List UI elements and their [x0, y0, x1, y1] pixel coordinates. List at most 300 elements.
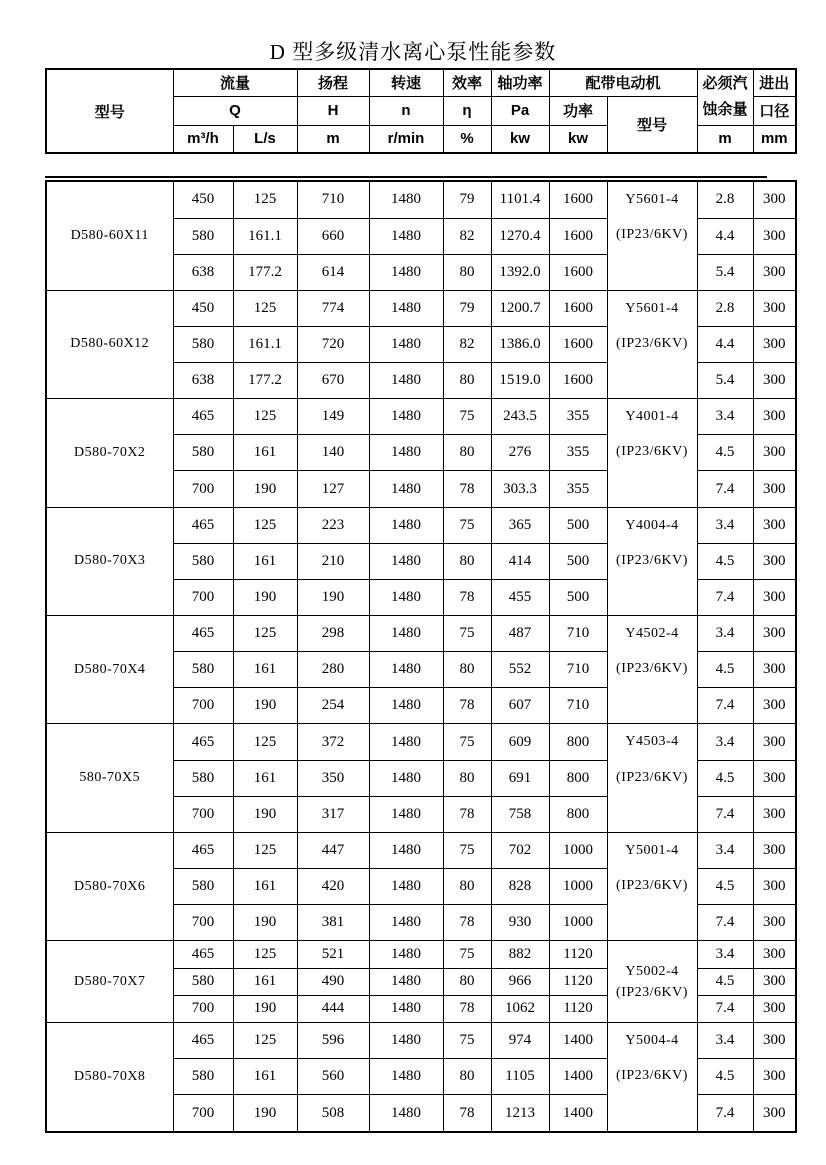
shaft-power-cell: 1270.4	[491, 218, 549, 254]
flow-ls-cell: 161	[233, 543, 297, 579]
efficiency-cell: 80	[443, 435, 491, 471]
npsh-cell: 2.8	[697, 290, 753, 326]
npsh-cell: 7.4	[697, 1095, 753, 1132]
port-cell: 300	[753, 724, 796, 760]
motor-power-cell: 1600	[549, 218, 607, 254]
port-cell: 300	[753, 471, 796, 507]
pump-data-row	[46, 832, 796, 868]
speed-cell: 1480	[369, 832, 443, 868]
motor-power-cell: 355	[549, 399, 607, 435]
pump-data-row	[46, 290, 796, 326]
flow-ls-cell: 161	[233, 968, 297, 995]
port-cell: 300	[753, 181, 796, 218]
col-header-port-line1: 进出	[753, 69, 796, 96]
motor-model-cell	[607, 724, 697, 832]
flow-ls-cell: 161	[233, 1059, 297, 1095]
motor-model-cell	[607, 832, 697, 940]
efficiency-cell: 80	[443, 652, 491, 688]
page-title: D 型多级清水离心泵性能参数	[269, 40, 557, 64]
motor-power-cell: 800	[549, 796, 607, 832]
head-cell: 614	[297, 254, 369, 290]
motor-model-cell	[607, 181, 697, 290]
motor-power-cell: 1400	[549, 1023, 607, 1059]
flow-m3h-cell: 638	[173, 362, 233, 398]
pump-performance-table	[45, 180, 797, 1133]
flow-m3h-cell: 700	[173, 995, 233, 1022]
efficiency-cell: 80	[443, 362, 491, 398]
efficiency-cell: 80	[443, 869, 491, 905]
npsh-cell: 4.4	[697, 218, 753, 254]
motor-model-line2: (IP23/6KV)	[616, 227, 688, 243]
col-header-flow-symbol: Q	[173, 96, 297, 125]
port-cell: 300	[753, 760, 796, 796]
flow-m3h-cell: 465	[173, 507, 233, 543]
speed-cell: 1480	[369, 399, 443, 435]
flow-ls-cell: 190	[233, 995, 297, 1022]
speed-cell: 1480	[369, 616, 443, 652]
motor-power-cell: 1400	[549, 1095, 607, 1132]
speed-cell: 1480	[369, 1059, 443, 1095]
port-cell: 300	[753, 290, 796, 326]
flow-ls-cell: 125	[233, 832, 297, 868]
port-cell: 300	[753, 579, 796, 615]
motor-power-cell: 355	[549, 471, 607, 507]
flow-m3h-cell: 700	[173, 579, 233, 615]
speed-cell: 1480	[369, 796, 443, 832]
speed-cell: 1480	[369, 579, 443, 615]
head-cell: 280	[297, 652, 369, 688]
motor-power-cell: 500	[549, 579, 607, 615]
npsh-cell: 7.4	[697, 471, 753, 507]
head-cell: 190	[297, 579, 369, 615]
pump-data-row	[46, 724, 796, 760]
shaft-power-cell: 487	[491, 616, 549, 652]
npsh-cell: 4.5	[697, 652, 753, 688]
motor-power-cell: 710	[549, 616, 607, 652]
motor-power-cell: 1120	[549, 968, 607, 995]
motor-power-cell: 1400	[549, 1059, 607, 1095]
efficiency-cell: 78	[443, 579, 491, 615]
speed-cell: 1480	[369, 507, 443, 543]
npsh-cell: 4.5	[697, 869, 753, 905]
flow-ls-cell: 125	[233, 616, 297, 652]
flow-m3h-cell: 580	[173, 326, 233, 362]
shaft-power-cell: 1392.0	[491, 254, 549, 290]
npsh-cell: 4.5	[697, 760, 753, 796]
npsh-cell: 4.5	[697, 543, 753, 579]
efficiency-cell: 75	[443, 399, 491, 435]
flow-m3h-cell: 638	[173, 254, 233, 290]
unit-motor-power: kw	[549, 125, 607, 153]
motor-model-cell	[607, 941, 697, 1023]
port-cell: 300	[753, 1023, 796, 1059]
speed-cell: 1480	[369, 435, 443, 471]
flow-ls-cell: 161	[233, 760, 297, 796]
npsh-cell: 3.4	[697, 941, 753, 968]
flow-ls-cell: 161	[233, 652, 297, 688]
flow-m3h-cell: 700	[173, 688, 233, 724]
flow-m3h-cell: 700	[173, 905, 233, 941]
npsh-cell: 3.4	[697, 616, 753, 652]
unit-speed: r/min	[369, 125, 443, 153]
head-cell: 670	[297, 362, 369, 398]
pump-model-cell: D580-70X3	[46, 507, 173, 615]
efficiency-cell: 75	[443, 616, 491, 652]
speed-cell: 1480	[369, 869, 443, 905]
head-cell: 720	[297, 326, 369, 362]
motor-model-line2: (IP23/6KV)	[616, 1068, 688, 1084]
efficiency-cell: 75	[443, 1023, 491, 1059]
shaft-power-cell: 930	[491, 905, 549, 941]
col-header-model: 型号	[46, 69, 173, 153]
motor-model-line1: Y5601-4	[625, 192, 679, 207]
unit-flow-m3h: m³/h	[173, 125, 233, 153]
shaft-power-cell: 609	[491, 724, 549, 760]
head-cell: 140	[297, 435, 369, 471]
head-cell: 298	[297, 616, 369, 652]
npsh-cell: 5.4	[697, 362, 753, 398]
motor-power-cell: 500	[549, 543, 607, 579]
flow-m3h-cell: 700	[173, 471, 233, 507]
npsh-cell: 4.5	[697, 435, 753, 471]
motor-power-cell: 1000	[549, 832, 607, 868]
pump-model-cell: D580-70X7	[46, 941, 173, 1023]
unit-shaft-power: kw	[491, 125, 549, 153]
flow-ls-cell: 125	[233, 507, 297, 543]
npsh-cell: 7.4	[697, 796, 753, 832]
flow-ls-cell: 177.2	[233, 254, 297, 290]
shaft-power-cell: 365	[491, 507, 549, 543]
motor-model-line1: Y4503-4	[625, 734, 679, 750]
shaft-power-cell: 691	[491, 760, 549, 796]
npsh-cell: 3.4	[697, 507, 753, 543]
motor-model-line1: Y4502-4	[625, 626, 679, 642]
pump-data-row	[46, 616, 796, 652]
col-header-npsh-line1: 必须汽	[702, 75, 748, 93]
speed-cell: 1480	[369, 254, 443, 290]
flow-ls-cell: 125	[233, 399, 297, 435]
speed-cell: 1480	[369, 760, 443, 796]
flow-ls-cell: 161	[233, 435, 297, 471]
shaft-power-cell: 1386.0	[491, 326, 549, 362]
shaft-power-cell: 243.5	[491, 399, 549, 435]
head-cell: 223	[297, 507, 369, 543]
motor-model-line1: Y4001-4	[625, 409, 679, 425]
motor-model-line2: (IP23/6KV)	[616, 552, 688, 568]
motor-model-cell	[607, 399, 697, 507]
speed-cell: 1480	[369, 995, 443, 1022]
speed-cell: 1480	[369, 688, 443, 724]
motor-power-cell: 1120	[549, 941, 607, 968]
flow-m3h-cell: 465	[173, 941, 233, 968]
motor-power-cell: 800	[549, 760, 607, 796]
shaft-power-cell: 303.3	[491, 471, 549, 507]
table-top-rule	[45, 176, 767, 178]
speed-cell: 1480	[369, 181, 443, 218]
port-cell: 300	[753, 905, 796, 941]
motor-power-cell: 1600	[549, 362, 607, 398]
col-header-efficiency-symbol: η	[443, 96, 491, 125]
flow-m3h-cell: 580	[173, 543, 233, 579]
pump-model-cell: D580-60X12	[46, 290, 173, 398]
port-cell: 300	[753, 254, 796, 290]
port-cell: 300	[753, 326, 796, 362]
motor-power-cell: 1120	[549, 995, 607, 1022]
head-cell: 381	[297, 905, 369, 941]
motor-model-line2: (IP23/6KV)	[616, 769, 688, 785]
motor-model-line2: (IP23/6KV)	[616, 444, 688, 460]
motor-power-cell: 1600	[549, 290, 607, 326]
col-header-efficiency: 效率	[443, 69, 491, 96]
port-cell: 300	[753, 616, 796, 652]
shaft-power-cell: 1519.0	[491, 362, 549, 398]
shaft-power-cell: 974	[491, 1023, 549, 1059]
head-cell: 521	[297, 941, 369, 968]
flow-m3h-cell: 450	[173, 181, 233, 218]
motor-model-cell	[607, 290, 697, 398]
unit-head: m	[297, 125, 369, 153]
port-cell: 300	[753, 652, 796, 688]
port-cell: 300	[753, 995, 796, 1022]
pump-model-cell: D580-70X4	[46, 616, 173, 724]
npsh-cell: 4.5	[697, 968, 753, 995]
pump-data-row	[46, 507, 796, 543]
flow-ls-cell: 125	[233, 1023, 297, 1059]
pump-data-row	[46, 399, 796, 435]
shaft-power-cell: 702	[491, 832, 549, 868]
port-cell: 300	[753, 543, 796, 579]
head-cell: 560	[297, 1059, 369, 1095]
motor-power-cell: 1600	[549, 326, 607, 362]
efficiency-cell: 82	[443, 326, 491, 362]
efficiency-cell: 79	[443, 181, 491, 218]
motor-model-line1: Y5004-4	[625, 1033, 679, 1049]
efficiency-cell: 80	[443, 760, 491, 796]
port-cell: 300	[753, 832, 796, 868]
motor-model-line1: Y5001-4	[625, 842, 679, 858]
port-cell: 300	[753, 1059, 796, 1095]
pump-model-cell: 580-70X5	[46, 724, 173, 832]
npsh-cell: 7.4	[697, 688, 753, 724]
pump-model-cell: D580-60X11	[46, 181, 173, 290]
shaft-power-cell: 1213	[491, 1095, 549, 1132]
flow-ls-cell: 190	[233, 688, 297, 724]
efficiency-cell: 78	[443, 688, 491, 724]
efficiency-cell: 75	[443, 941, 491, 968]
speed-cell: 1480	[369, 968, 443, 995]
port-cell: 300	[753, 218, 796, 254]
flow-m3h-cell: 580	[173, 869, 233, 905]
efficiency-cell: 80	[443, 543, 491, 579]
unit-npsh: m	[697, 125, 753, 153]
flow-ls-cell: 190	[233, 579, 297, 615]
speed-cell: 1480	[369, 941, 443, 968]
efficiency-cell: 82	[443, 218, 491, 254]
speed-cell: 1480	[369, 724, 443, 760]
npsh-cell: 5.4	[697, 254, 753, 290]
motor-power-cell: 710	[549, 652, 607, 688]
head-cell: 420	[297, 869, 369, 905]
head-cell: 254	[297, 688, 369, 724]
speed-cell: 1480	[369, 652, 443, 688]
flow-ls-cell: 125	[233, 181, 297, 218]
flow-m3h-cell: 700	[173, 1095, 233, 1132]
npsh-cell: 3.4	[697, 832, 753, 868]
motor-power-cell: 800	[549, 724, 607, 760]
efficiency-cell: 79	[443, 290, 491, 326]
shaft-power-cell: 414	[491, 543, 549, 579]
flow-m3h-cell: 580	[173, 968, 233, 995]
pump-model-cell: D580-70X6	[46, 832, 173, 940]
port-cell: 300	[753, 688, 796, 724]
speed-cell: 1480	[369, 290, 443, 326]
pump-data-row	[46, 181, 796, 218]
npsh-cell: 4.4	[697, 326, 753, 362]
flow-m3h-cell: 580	[173, 1059, 233, 1095]
motor-power-cell: 1000	[549, 905, 607, 941]
col-header-npsh-line2: 蚀余量	[702, 101, 748, 119]
shaft-power-cell: 1101.4	[491, 181, 549, 218]
flow-m3h-cell: 465	[173, 1023, 233, 1059]
head-cell: 127	[297, 471, 369, 507]
shaft-power-cell: 758	[491, 796, 549, 832]
pump-model-cell: D580-70X8	[46, 1023, 173, 1132]
port-cell: 300	[753, 968, 796, 995]
motor-model-cell	[607, 616, 697, 724]
motor-model-line2: (IP23/6KV)	[616, 984, 688, 1000]
port-cell: 300	[753, 507, 796, 543]
shaft-power-cell: 882	[491, 941, 549, 968]
flow-m3h-cell: 580	[173, 435, 233, 471]
shaft-power-cell: 828	[491, 869, 549, 905]
npsh-cell: 3.4	[697, 1023, 753, 1059]
flow-ls-cell: 190	[233, 1095, 297, 1132]
flow-ls-cell: 190	[233, 905, 297, 941]
pump-table-body	[46, 181, 796, 1132]
speed-cell: 1480	[369, 326, 443, 362]
head-cell: 774	[297, 290, 369, 326]
flow-ls-cell: 125	[233, 724, 297, 760]
flow-m3h-cell: 580	[173, 760, 233, 796]
col-header-shaft-power-symbol: Pa	[491, 96, 549, 125]
efficiency-cell: 80	[443, 968, 491, 995]
head-cell: 210	[297, 543, 369, 579]
shaft-power-cell: 607	[491, 688, 549, 724]
npsh-cell: 4.5	[697, 1059, 753, 1095]
flow-m3h-cell: 700	[173, 796, 233, 832]
flow-ls-cell: 190	[233, 471, 297, 507]
flow-m3h-cell: 465	[173, 399, 233, 435]
shaft-power-cell: 276	[491, 435, 549, 471]
head-cell: 596	[297, 1023, 369, 1059]
efficiency-cell: 80	[443, 1059, 491, 1095]
shaft-power-cell: 966	[491, 968, 549, 995]
col-header-port-line2: 口径	[753, 96, 796, 125]
flow-ls-cell: 161.1	[233, 326, 297, 362]
pump-data-row	[46, 941, 796, 968]
head-cell: 372	[297, 724, 369, 760]
head-cell: 447	[297, 832, 369, 868]
shaft-power-cell: 1105	[491, 1059, 549, 1095]
npsh-cell: 7.4	[697, 905, 753, 941]
head-cell: 508	[297, 1095, 369, 1132]
efficiency-cell: 75	[443, 832, 491, 868]
unit-port: mm	[753, 125, 796, 153]
shaft-power-cell: 1062	[491, 995, 549, 1022]
speed-cell: 1480	[369, 1095, 443, 1132]
port-cell: 300	[753, 399, 796, 435]
flow-m3h-cell: 465	[173, 616, 233, 652]
speed-cell: 1480	[369, 218, 443, 254]
npsh-cell: 7.4	[697, 579, 753, 615]
col-header-motor-model: 型号	[607, 96, 697, 153]
flow-ls-cell: 125	[233, 941, 297, 968]
pump-data-row	[46, 1023, 796, 1059]
motor-model-cell	[607, 1023, 697, 1132]
motor-power-cell: 355	[549, 435, 607, 471]
npsh-cell: 7.4	[697, 995, 753, 1022]
efficiency-cell: 75	[443, 507, 491, 543]
shaft-power-cell: 455	[491, 579, 549, 615]
col-header-flow: 流量	[173, 69, 297, 96]
flow-m3h-cell: 580	[173, 218, 233, 254]
motor-model-line1: Y5002-4	[625, 963, 679, 979]
flow-m3h-cell: 465	[173, 724, 233, 760]
port-cell: 300	[753, 435, 796, 471]
col-header-motor: 配带电动机	[549, 69, 697, 96]
col-header-speed: 转速	[369, 69, 443, 96]
port-cell: 300	[753, 362, 796, 398]
flow-ls-cell: 161.1	[233, 218, 297, 254]
shaft-power-cell: 552	[491, 652, 549, 688]
motor-model-line1: Y4004-4	[625, 517, 679, 533]
speed-cell: 1480	[369, 471, 443, 507]
motor-model-line2: (IP23/6KV)	[616, 336, 688, 351]
motor-model-line2: (IP23/6KV)	[616, 878, 688, 894]
shaft-power-cell: 1200.7	[491, 290, 549, 326]
speed-cell: 1480	[369, 1023, 443, 1059]
efficiency-cell: 78	[443, 1095, 491, 1132]
head-cell: 444	[297, 995, 369, 1022]
efficiency-cell: 78	[443, 796, 491, 832]
head-cell: 660	[297, 218, 369, 254]
unit-flow-ls: L/s	[233, 125, 297, 153]
col-header-motor-power: 功率	[549, 96, 607, 125]
flow-ls-cell: 177.2	[233, 362, 297, 398]
head-cell: 149	[297, 399, 369, 435]
flow-m3h-cell: 465	[173, 832, 233, 868]
motor-power-cell: 710	[549, 688, 607, 724]
flow-m3h-cell: 450	[173, 290, 233, 326]
speed-cell: 1480	[369, 905, 443, 941]
header-table	[45, 68, 797, 154]
port-cell: 300	[753, 1095, 796, 1132]
flow-m3h-cell: 580	[173, 652, 233, 688]
efficiency-cell: 78	[443, 995, 491, 1022]
motor-model-line1: Y5601-4	[625, 300, 679, 316]
npsh-cell: 2.8	[697, 181, 753, 218]
npsh-cell: 3.4	[697, 399, 753, 435]
npsh-cell: 3.4	[697, 724, 753, 760]
motor-power-cell: 1600	[549, 181, 607, 218]
efficiency-cell: 80	[443, 254, 491, 290]
motor-model-cell	[607, 507, 697, 615]
col-header-speed-symbol: n	[369, 96, 443, 125]
unit-efficiency: %	[443, 125, 491, 153]
efficiency-cell: 78	[443, 471, 491, 507]
col-header-head-symbol: H	[297, 96, 369, 125]
motor-power-cell: 1000	[549, 869, 607, 905]
